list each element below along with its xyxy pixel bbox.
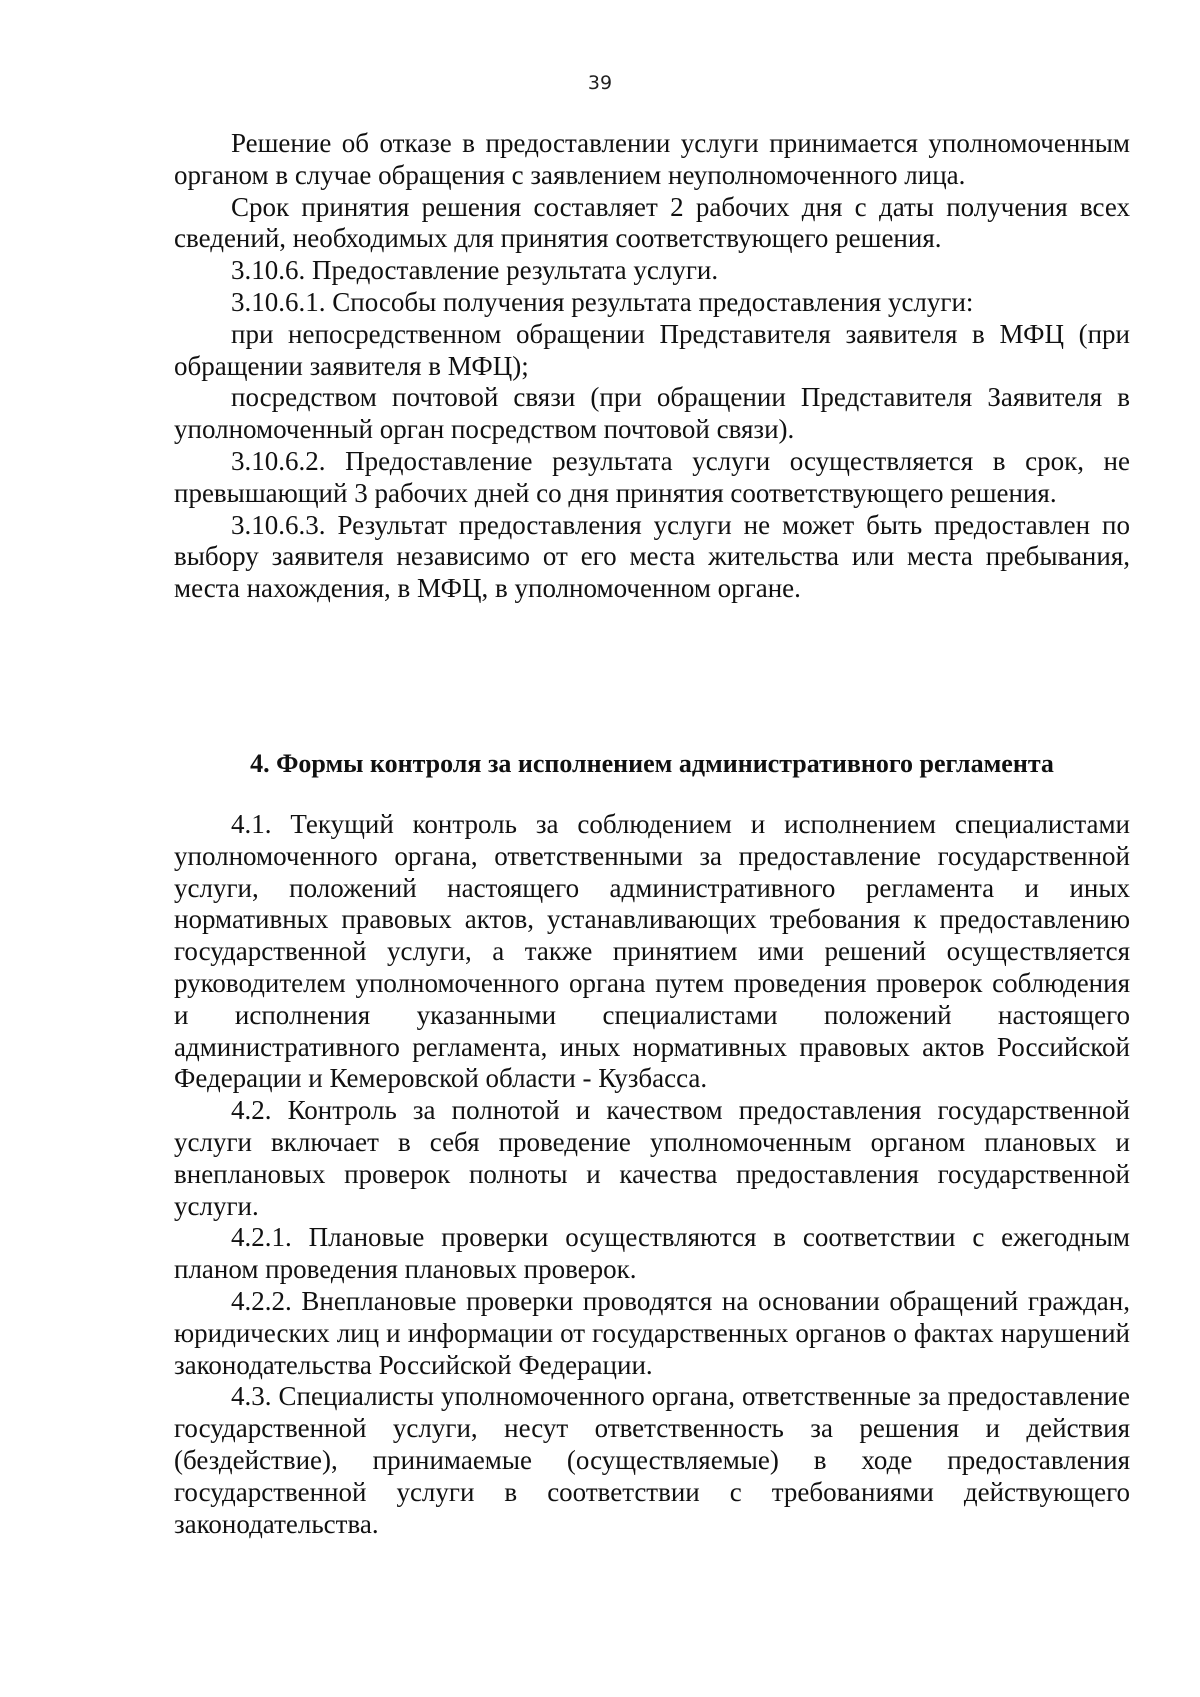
paragraph: 4.2.1. Плановые проверки осуществляются в соответствии с ежегодным планом проведения плановых проверок. (174, 1222, 1130, 1285)
paragraph: 4.1. Текущий контроль за соблюдением и исполнением специалистами уполномоченного органа, ответственными за предоставление государственной услуги, положений настоящего административного регламента и иных нормативных правовых актов, устанавливающих требования к предоставлению государственной услуги, а также принятием ими решений осуществляется руководителем уполномоченного органа путем проведения проверок соблюдения и исполнения указанными специалистами положений настоящего административного регламента, иных нормативных правовых актов Российской Федерации и Кемеровской области - Кузбасса. (174, 809, 1130, 1094)
paragraph: 3.10.6.1. Способы получения результата предоставления услуги: (231, 286, 974, 317)
paragraph: 3.10.6.2. Предоставление результата услуги осуществляется в срок, не превышающий 3 рабочих дней со дня принятия соответствующего решения. (174, 445, 1130, 508)
paragraph: посредством почтовой связи (при обращении Представителя Заявителя в уполномоченный орган посредством почтовой связи). (174, 382, 1130, 445)
paragraph: 3.10.6. Предоставление результата услуги. (231, 255, 719, 286)
paragraph: Срок принятия решения составляет 2 рабочих дня с даты получения всех сведений, необходимых для принятия соответствующего решения. (174, 191, 1130, 254)
paragraph: при непосредственном обращении Представителя заявителя в МФЦ (при обращении заявителя в МФЦ); (174, 318, 1130, 381)
paragraph: 3.10.6.3. Результат предоставления услуги не может быть предоставлен по выбору заявителя независимо от его места жительства или места пребывания, места нахождения, в МФЦ, в уполномоченном органе. (174, 509, 1130, 604)
paragraph: 4.2.2. Внеплановые проверки проводятся на основании обращений граждан, юридических лиц и информации от государственных органов о фактах нарушений законодательства Российской Федерации. (174, 1285, 1130, 1380)
section-4-heading: 4. Формы контроля за исполнением административного регламента (250, 749, 1054, 778)
section-3-text (174, 128, 1130, 605)
paragraph: Решение об отказе в предоставлении услуги принимается уполномоченным органом в случае обращения с заявлением неуполномоченного лица. (174, 128, 1130, 190)
page-number: 39 (587, 72, 613, 94)
paragraph: 4.3. Специалисты уполномоченного органа, ответственные за предоставление государственной услуги, несут ответственность за решения и действия (бездействие), принимаемые (осуществляемые) в ходе предоставления государственной услуги в соответствии с требованиями действующего законодательства. (174, 1381, 1130, 1539)
section-4-text (174, 809, 1130, 1540)
paragraph: 4.2. Контроль за полнотой и качеством предоставления государственной услуги включает в себя проведение уполномоченным органом плановых и внеплановых проверок полноты и качества предоставления государственной услуги. (174, 1095, 1130, 1221)
